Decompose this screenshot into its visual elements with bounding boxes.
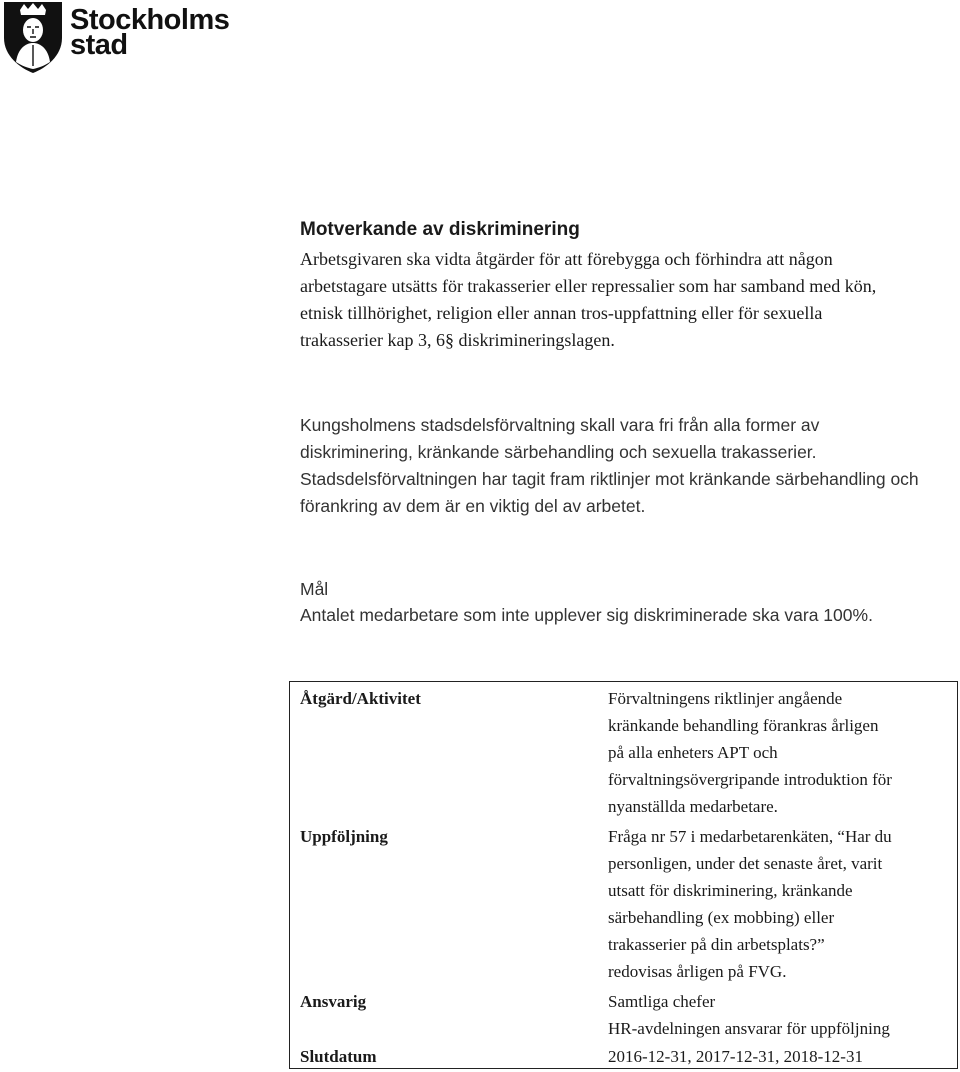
goal-text: Antalet medarbetare som inte upplever sig diskriminerade ska vara 100%. — [300, 605, 873, 625]
row-label-activity: Åtgärd/Aktivitet — [300, 689, 421, 708]
policy-paragraph: Kungsholmens stadsdelsförvaltning skall vara fri från alla former av diskriminering, kränkande särbehandling och sexuella trakasserier. Stadsdelsförvaltningen har tagit fram riktlinjer mot kränkande särbehandling och förankring av dem är en viktig del av arbetet. — [300, 415, 919, 516]
logo-text-line-2: stad — [70, 29, 128, 61]
row-value-activity: Förvaltningens riktlinjer angående kränkande behandling förankras årligen på alla enheters APT och förvaltningsövergripande introduktion för nyanställda medarbetare. — [608, 689, 892, 816]
crest-icon — [2, 0, 64, 74]
section-heading: Motverkande av diskriminering — [300, 219, 580, 240]
stockholms-stad-logo — [2, 0, 230, 76]
row-label-followup: Uppföljning — [300, 827, 388, 846]
row-value-responsible: Samtliga chefer HR-avdelningen ansvarar för uppföljning — [608, 992, 890, 1038]
row-label-responsible: Ansvarig — [300, 992, 367, 1011]
row-value-end-date: 2016-12-31, 2017-12-31, 2018-12-31 — [608, 1047, 863, 1066]
intro-paragraph: Arbetsgivaren ska vidta åtgärder för att förebygga och förhindra att någon arbetstagare utsätts för trakasserier eller repressalier som har samband med kön, etnisk tillhörighet, religion eller annan tros-uppfattning eller för sexuella trakasserier kap 3, 6§ diskrimineringslagen. — [300, 249, 877, 350]
logo-text-line-1: Stockholms — [70, 4, 230, 36]
row-label-end-date: Slutdatum — [300, 1047, 377, 1066]
goal-label: Mål — [300, 579, 329, 599]
row-value-followup: Fråga nr 57 i medarbetarenkäten, “Har du personligen, under det senaste året, varit utsatt för diskriminering, kränkande särbehandling (ex mobbing) eller trakasserier på din arbetsplats?” redovisas årligen på FVG. — [608, 827, 892, 981]
